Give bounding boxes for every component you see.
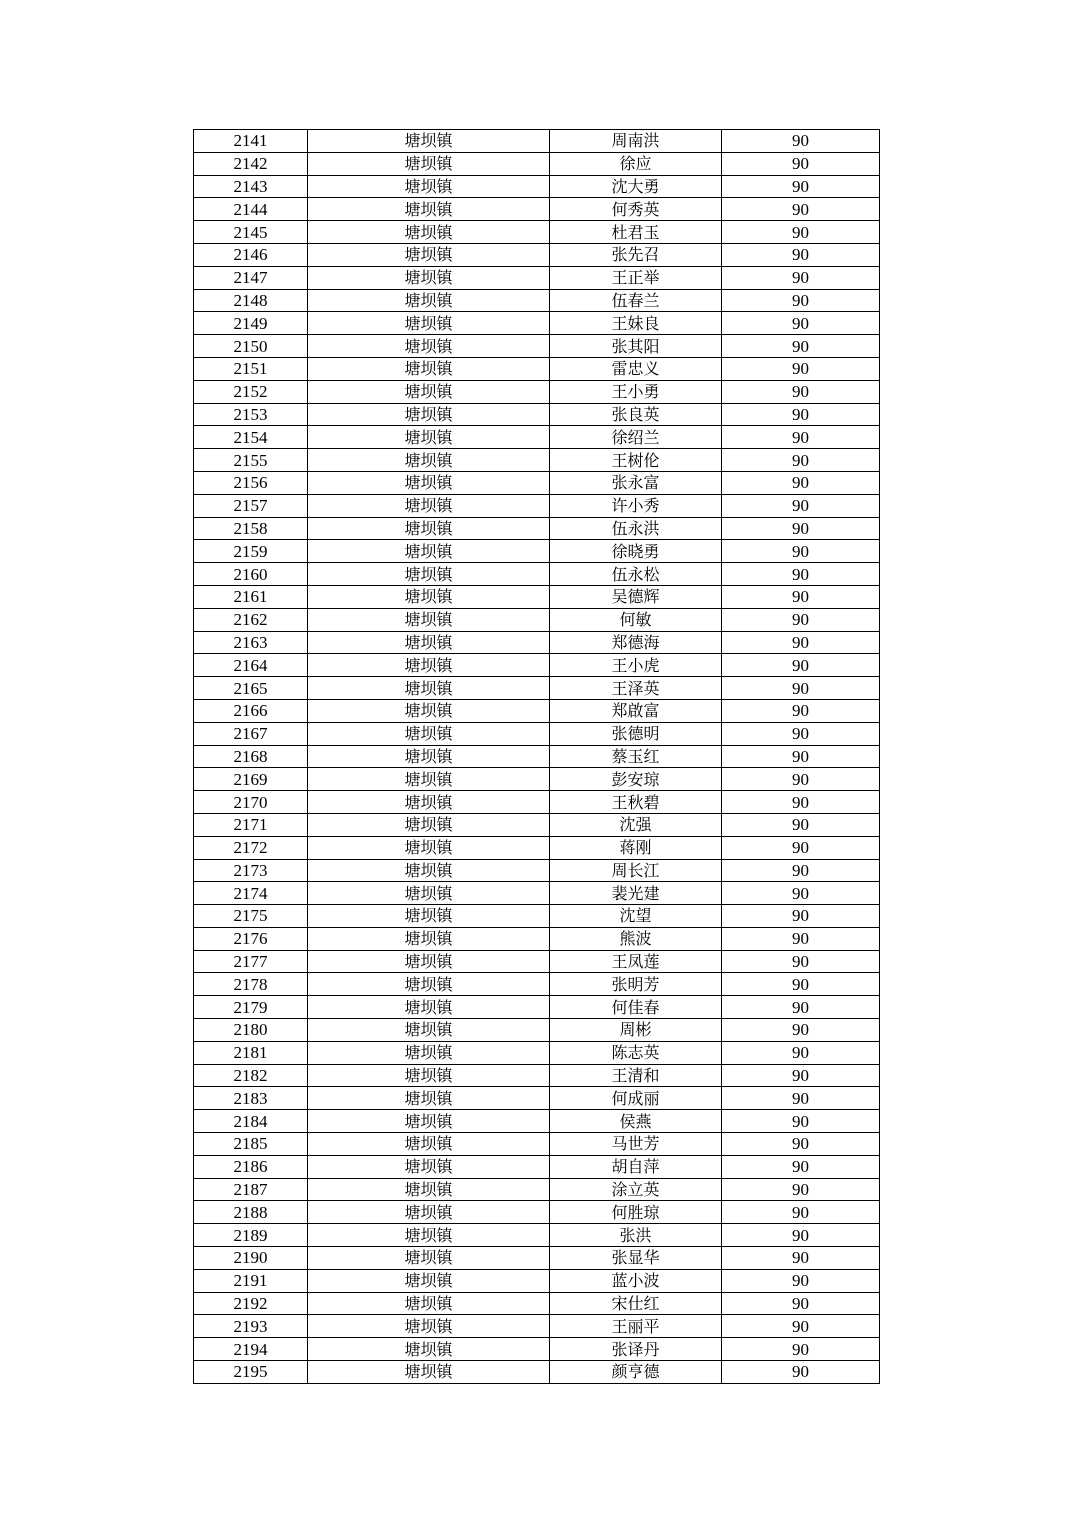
table-row — [194, 1064, 880, 1087]
table-row — [194, 449, 880, 472]
town-cell: 塘坝镇 — [308, 745, 550, 768]
score-cell: 90 — [722, 1064, 880, 1087]
score-cell: 90 — [722, 859, 880, 882]
score-cell: 90 — [722, 1178, 880, 1201]
score-cell: 90 — [722, 1201, 880, 1224]
town-cell: 塘坝镇 — [308, 1019, 550, 1042]
score-cell: 90 — [722, 905, 880, 928]
score-cell: 90 — [722, 380, 880, 403]
table-row — [194, 517, 880, 540]
table-row — [194, 289, 880, 312]
score-cell: 90 — [722, 608, 880, 631]
town-cell: 塘坝镇 — [308, 198, 550, 221]
town-cell: 塘坝镇 — [308, 631, 550, 654]
name-cell: 伍永洪 — [550, 517, 722, 540]
name-cell: 许小秀 — [550, 494, 722, 517]
name-cell: 张良英 — [550, 403, 722, 426]
score-cell: 90 — [722, 494, 880, 517]
name-cell: 张先召 — [550, 243, 722, 266]
score-cell: 90 — [722, 403, 880, 426]
town-cell: 塘坝镇 — [308, 1041, 550, 1064]
name-cell: 张明芳 — [550, 973, 722, 996]
name-cell: 蔡玉红 — [550, 745, 722, 768]
serial-number-cell: 2187 — [194, 1178, 308, 1201]
serial-number-cell: 2191 — [194, 1269, 308, 1292]
serial-number-cell: 2153 — [194, 403, 308, 426]
name-cell: 颜亨德 — [550, 1361, 722, 1384]
town-cell: 塘坝镇 — [308, 1269, 550, 1292]
score-cell: 90 — [722, 175, 880, 198]
town-cell: 塘坝镇 — [308, 1133, 550, 1156]
table-row — [194, 221, 880, 244]
score-cell: 90 — [722, 221, 880, 244]
name-cell: 王秋碧 — [550, 791, 722, 814]
town-cell: 塘坝镇 — [308, 449, 550, 472]
town-cell: 塘坝镇 — [308, 768, 550, 791]
serial-number-cell: 2145 — [194, 221, 308, 244]
score-cell: 90 — [722, 1224, 880, 1247]
name-cell: 王正举 — [550, 266, 722, 289]
town-cell: 塘坝镇 — [308, 608, 550, 631]
table-row — [194, 403, 880, 426]
serial-number-cell: 2141 — [194, 130, 308, 153]
serial-number-cell: 2181 — [194, 1041, 308, 1064]
score-cell: 90 — [722, 1110, 880, 1133]
table-row — [194, 266, 880, 289]
town-cell: 塘坝镇 — [308, 1155, 550, 1178]
serial-number-cell: 2169 — [194, 768, 308, 791]
table-row — [194, 130, 880, 153]
serial-number-cell: 2182 — [194, 1064, 308, 1087]
table-row — [194, 927, 880, 950]
name-cell: 何秀英 — [550, 198, 722, 221]
table-row — [194, 882, 880, 905]
table-row — [194, 585, 880, 608]
name-cell: 侯燕 — [550, 1110, 722, 1133]
serial-number-cell: 2194 — [194, 1338, 308, 1361]
serial-number-cell: 2147 — [194, 266, 308, 289]
serial-number-cell: 2146 — [194, 243, 308, 266]
name-cell: 徐晓勇 — [550, 540, 722, 563]
serial-number-cell: 2157 — [194, 494, 308, 517]
score-cell: 90 — [722, 1247, 880, 1270]
name-cell: 何佳春 — [550, 996, 722, 1019]
serial-number-cell: 2188 — [194, 1201, 308, 1224]
score-cell: 90 — [722, 996, 880, 1019]
name-cell: 郑德海 — [550, 631, 722, 654]
name-cell: 徐应 — [550, 152, 722, 175]
name-cell: 宋仕红 — [550, 1292, 722, 1315]
score-cell: 90 — [722, 722, 880, 745]
serial-number-cell: 2150 — [194, 335, 308, 358]
name-cell: 张洪 — [550, 1224, 722, 1247]
score-cell: 90 — [722, 563, 880, 586]
table-row — [194, 426, 880, 449]
score-cell: 90 — [722, 791, 880, 814]
table-row — [194, 950, 880, 973]
name-cell: 沈大勇 — [550, 175, 722, 198]
serial-number-cell: 2171 — [194, 813, 308, 836]
table-row — [194, 1019, 880, 1042]
table-row — [194, 905, 880, 928]
table-row — [194, 722, 880, 745]
table-row — [194, 1178, 880, 1201]
score-cell: 90 — [722, 745, 880, 768]
score-cell: 90 — [722, 1292, 880, 1315]
town-cell: 塘坝镇 — [308, 1201, 550, 1224]
serial-number-cell: 2175 — [194, 905, 308, 928]
serial-number-cell: 2160 — [194, 563, 308, 586]
table-row — [194, 1110, 880, 1133]
name-cell: 杜君玉 — [550, 221, 722, 244]
name-cell: 沈望 — [550, 905, 722, 928]
serial-number-cell: 2143 — [194, 175, 308, 198]
name-cell: 裴光建 — [550, 882, 722, 905]
score-cell: 90 — [722, 1155, 880, 1178]
name-cell: 张显华 — [550, 1247, 722, 1270]
serial-number-cell: 2190 — [194, 1247, 308, 1270]
town-cell: 塘坝镇 — [308, 1178, 550, 1201]
score-cell: 90 — [722, 1269, 880, 1292]
score-cell: 90 — [722, 449, 880, 472]
serial-number-cell: 2161 — [194, 585, 308, 608]
table-row — [194, 1087, 880, 1110]
table-row — [194, 1247, 880, 1270]
town-cell: 塘坝镇 — [308, 175, 550, 198]
table-body — [194, 130, 880, 1384]
town-cell: 塘坝镇 — [308, 927, 550, 950]
table-row — [194, 563, 880, 586]
score-cell: 90 — [722, 1087, 880, 1110]
table-row — [194, 1338, 880, 1361]
town-cell: 塘坝镇 — [308, 905, 550, 928]
table-row — [194, 1361, 880, 1384]
serial-number-cell: 2170 — [194, 791, 308, 814]
table-row — [194, 380, 880, 403]
table-row — [194, 791, 880, 814]
table-row — [194, 699, 880, 722]
town-cell: 塘坝镇 — [308, 1087, 550, 1110]
serial-number-cell: 2156 — [194, 471, 308, 494]
town-cell: 塘坝镇 — [308, 130, 550, 153]
town-cell: 塘坝镇 — [308, 1292, 550, 1315]
table-row — [194, 631, 880, 654]
town-cell: 塘坝镇 — [308, 836, 550, 859]
score-cell: 90 — [722, 631, 880, 654]
serial-number-cell: 2195 — [194, 1361, 308, 1384]
serial-number-cell: 2166 — [194, 699, 308, 722]
name-cell: 马世芳 — [550, 1133, 722, 1156]
serial-number-cell: 2168 — [194, 745, 308, 768]
table-row — [194, 608, 880, 631]
name-cell: 张其阳 — [550, 335, 722, 358]
table-row — [194, 312, 880, 335]
score-cell: 90 — [722, 950, 880, 973]
name-cell: 雷忠义 — [550, 357, 722, 380]
town-cell: 塘坝镇 — [308, 813, 550, 836]
table-row — [194, 1155, 880, 1178]
name-cell: 何成丽 — [550, 1087, 722, 1110]
town-cell: 塘坝镇 — [308, 791, 550, 814]
score-cell: 90 — [722, 312, 880, 335]
serial-number-cell: 2155 — [194, 449, 308, 472]
town-cell: 塘坝镇 — [308, 1064, 550, 1087]
name-cell: 周南洪 — [550, 130, 722, 153]
serial-number-cell: 2158 — [194, 517, 308, 540]
serial-number-cell: 2172 — [194, 836, 308, 859]
table-row — [194, 1269, 880, 1292]
score-cell: 90 — [722, 289, 880, 312]
town-cell: 塘坝镇 — [308, 312, 550, 335]
town-cell: 塘坝镇 — [308, 289, 550, 312]
name-cell: 王妹良 — [550, 312, 722, 335]
serial-number-cell: 2149 — [194, 312, 308, 335]
score-cell: 90 — [722, 130, 880, 153]
name-cell: 蓝小波 — [550, 1269, 722, 1292]
data-table — [193, 129, 880, 1384]
name-cell: 何敏 — [550, 608, 722, 631]
town-cell: 塘坝镇 — [308, 654, 550, 677]
town-cell: 塘坝镇 — [308, 996, 550, 1019]
table-row — [194, 973, 880, 996]
town-cell: 塘坝镇 — [308, 152, 550, 175]
name-cell: 张德明 — [550, 722, 722, 745]
name-cell: 王丽平 — [550, 1315, 722, 1338]
town-cell: 塘坝镇 — [308, 1224, 550, 1247]
town-cell: 塘坝镇 — [308, 699, 550, 722]
name-cell: 沈强 — [550, 813, 722, 836]
serial-number-cell: 2151 — [194, 357, 308, 380]
town-cell: 塘坝镇 — [308, 563, 550, 586]
table-row — [194, 335, 880, 358]
serial-number-cell: 2154 — [194, 426, 308, 449]
table-row — [194, 1292, 880, 1315]
town-cell: 塘坝镇 — [308, 335, 550, 358]
score-cell: 90 — [722, 1315, 880, 1338]
score-cell: 90 — [722, 198, 880, 221]
score-cell: 90 — [722, 1019, 880, 1042]
table-row — [194, 1315, 880, 1338]
name-cell: 张译丹 — [550, 1338, 722, 1361]
name-cell: 周长江 — [550, 859, 722, 882]
table-row — [194, 996, 880, 1019]
table-row — [194, 1224, 880, 1247]
score-cell: 90 — [722, 973, 880, 996]
serial-number-cell: 2162 — [194, 608, 308, 631]
name-cell: 王小勇 — [550, 380, 722, 403]
serial-number-cell: 2148 — [194, 289, 308, 312]
table-row — [194, 768, 880, 791]
town-cell: 塘坝镇 — [308, 1110, 550, 1133]
name-cell: 胡自萍 — [550, 1155, 722, 1178]
serial-number-cell: 2192 — [194, 1292, 308, 1315]
town-cell: 塘坝镇 — [308, 221, 550, 244]
name-cell: 王泽英 — [550, 677, 722, 700]
town-cell: 塘坝镇 — [308, 357, 550, 380]
name-cell: 伍春兰 — [550, 289, 722, 312]
table-row — [194, 836, 880, 859]
serial-number-cell: 2185 — [194, 1133, 308, 1156]
name-cell: 周彬 — [550, 1019, 722, 1042]
town-cell: 塘坝镇 — [308, 540, 550, 563]
town-cell: 塘坝镇 — [308, 494, 550, 517]
score-cell: 90 — [722, 654, 880, 677]
score-cell: 90 — [722, 540, 880, 563]
score-cell: 90 — [722, 836, 880, 859]
name-cell: 徐绍兰 — [550, 426, 722, 449]
serial-number-cell: 2152 — [194, 380, 308, 403]
name-cell: 蒋刚 — [550, 836, 722, 859]
serial-number-cell: 2144 — [194, 198, 308, 221]
table-row — [194, 859, 880, 882]
table-row — [194, 494, 880, 517]
score-cell: 90 — [722, 677, 880, 700]
score-cell: 90 — [722, 1361, 880, 1384]
serial-number-cell: 2179 — [194, 996, 308, 1019]
name-cell: 张永富 — [550, 471, 722, 494]
town-cell: 塘坝镇 — [308, 1315, 550, 1338]
name-cell: 王凤莲 — [550, 950, 722, 973]
serial-number-cell: 2184 — [194, 1110, 308, 1133]
serial-number-cell: 2180 — [194, 1019, 308, 1042]
town-cell: 塘坝镇 — [308, 585, 550, 608]
serial-number-cell: 2177 — [194, 950, 308, 973]
score-cell: 90 — [722, 927, 880, 950]
score-cell: 90 — [722, 1133, 880, 1156]
serial-number-cell: 2189 — [194, 1224, 308, 1247]
town-cell: 塘坝镇 — [308, 722, 550, 745]
table-row — [194, 540, 880, 563]
score-cell: 90 — [722, 813, 880, 836]
name-cell: 彭安琼 — [550, 768, 722, 791]
town-cell: 塘坝镇 — [308, 380, 550, 403]
table-row — [194, 1133, 880, 1156]
name-cell: 王小虎 — [550, 654, 722, 677]
serial-number-cell: 2186 — [194, 1155, 308, 1178]
town-cell: 塘坝镇 — [308, 1247, 550, 1270]
town-cell: 塘坝镇 — [308, 677, 550, 700]
table-row — [194, 813, 880, 836]
table-row — [194, 175, 880, 198]
score-cell: 90 — [722, 357, 880, 380]
table-row — [194, 1201, 880, 1224]
name-cell: 熊波 — [550, 927, 722, 950]
score-cell: 90 — [722, 243, 880, 266]
serial-number-cell: 2193 — [194, 1315, 308, 1338]
table-row — [194, 677, 880, 700]
serial-number-cell: 2176 — [194, 927, 308, 950]
score-cell: 90 — [722, 266, 880, 289]
town-cell: 塘坝镇 — [308, 1338, 550, 1361]
table-row — [194, 357, 880, 380]
score-cell: 90 — [722, 335, 880, 358]
serial-number-cell: 2167 — [194, 722, 308, 745]
serial-number-cell: 2142 — [194, 152, 308, 175]
name-cell: 涂立英 — [550, 1178, 722, 1201]
name-cell: 王清和 — [550, 1064, 722, 1087]
serial-number-cell: 2173 — [194, 859, 308, 882]
town-cell: 塘坝镇 — [308, 973, 550, 996]
name-cell: 郑啟富 — [550, 699, 722, 722]
table-row — [194, 1041, 880, 1064]
serial-number-cell: 2183 — [194, 1087, 308, 1110]
town-cell: 塘坝镇 — [308, 403, 550, 426]
score-cell: 90 — [722, 517, 880, 540]
table-row — [194, 243, 880, 266]
town-cell: 塘坝镇 — [308, 517, 550, 540]
score-cell: 90 — [722, 471, 880, 494]
score-cell: 90 — [722, 768, 880, 791]
serial-number-cell: 2159 — [194, 540, 308, 563]
table-row — [194, 654, 880, 677]
serial-number-cell: 2174 — [194, 882, 308, 905]
town-cell: 塘坝镇 — [308, 243, 550, 266]
table-row — [194, 471, 880, 494]
town-cell: 塘坝镇 — [308, 1361, 550, 1384]
town-cell: 塘坝镇 — [308, 266, 550, 289]
name-cell: 何胜琼 — [550, 1201, 722, 1224]
table-row — [194, 198, 880, 221]
serial-number-cell: 2165 — [194, 677, 308, 700]
score-cell: 90 — [722, 585, 880, 608]
town-cell: 塘坝镇 — [308, 426, 550, 449]
serial-number-cell: 2163 — [194, 631, 308, 654]
town-cell: 塘坝镇 — [308, 859, 550, 882]
name-cell: 伍永松 — [550, 563, 722, 586]
serial-number-cell: 2164 — [194, 654, 308, 677]
score-cell: 90 — [722, 152, 880, 175]
town-cell: 塘坝镇 — [308, 950, 550, 973]
town-cell: 塘坝镇 — [308, 882, 550, 905]
name-cell: 王树伦 — [550, 449, 722, 472]
name-cell: 吴德辉 — [550, 585, 722, 608]
town-cell: 塘坝镇 — [308, 471, 550, 494]
score-cell: 90 — [722, 426, 880, 449]
name-cell: 陈志英 — [550, 1041, 722, 1064]
table-row — [194, 152, 880, 175]
score-cell: 90 — [722, 699, 880, 722]
score-cell: 90 — [722, 882, 880, 905]
serial-number-cell: 2178 — [194, 973, 308, 996]
score-cell: 90 — [722, 1041, 880, 1064]
table-row — [194, 745, 880, 768]
score-cell: 90 — [722, 1338, 880, 1361]
